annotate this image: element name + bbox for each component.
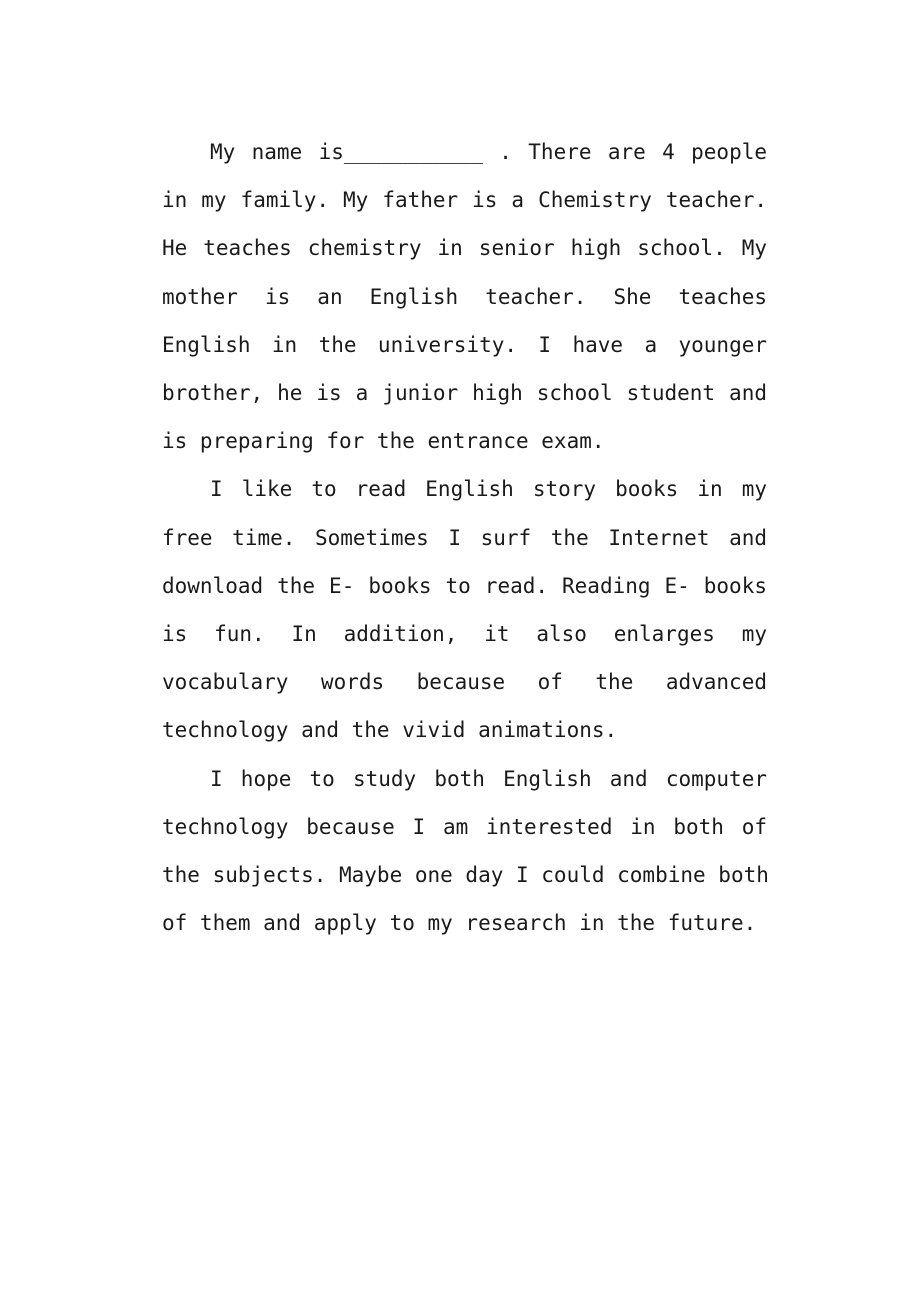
text-line: free time. Sometimes I surf the Internet and	[162, 525, 767, 550]
text-line: English in the university. I have a younger	[162, 332, 767, 357]
paragraph-future	[162, 755, 767, 948]
text-line: He teaches chemistry in senior high school. My	[162, 236, 767, 261]
text-line: I hope to study both English and computer	[210, 766, 767, 791]
text-line: the subjects. Maybe one day I could combine both	[162, 863, 769, 888]
text-line: is fun. In addition, it also enlarges my	[162, 622, 767, 647]
document-body	[162, 128, 767, 947]
text-line: is preparing for the entrance exam.	[162, 429, 605, 454]
text-line: technology and the vivid animations.	[162, 718, 618, 743]
text-line: mother is an English teacher. She teaches	[162, 284, 767, 309]
text-line: My name is___________ . There are 4 people	[210, 140, 767, 164]
text-line: brother, he is a junior high school student and	[162, 381, 767, 406]
text-line: technology because I am interested in both of	[162, 814, 767, 839]
text-line: of them and apply to my research in the future.	[162, 911, 757, 936]
text-line: in my family. My father is a Chemistry teacher.	[162, 188, 767, 213]
text-line: download the E- books to read. Reading E- books	[162, 573, 767, 598]
text-line: I like to read English story books in my	[210, 477, 767, 502]
paragraph-family	[162, 128, 767, 465]
paragraph-hobbies	[162, 465, 767, 754]
text-line: vocabulary words because of the advanced	[162, 670, 767, 695]
